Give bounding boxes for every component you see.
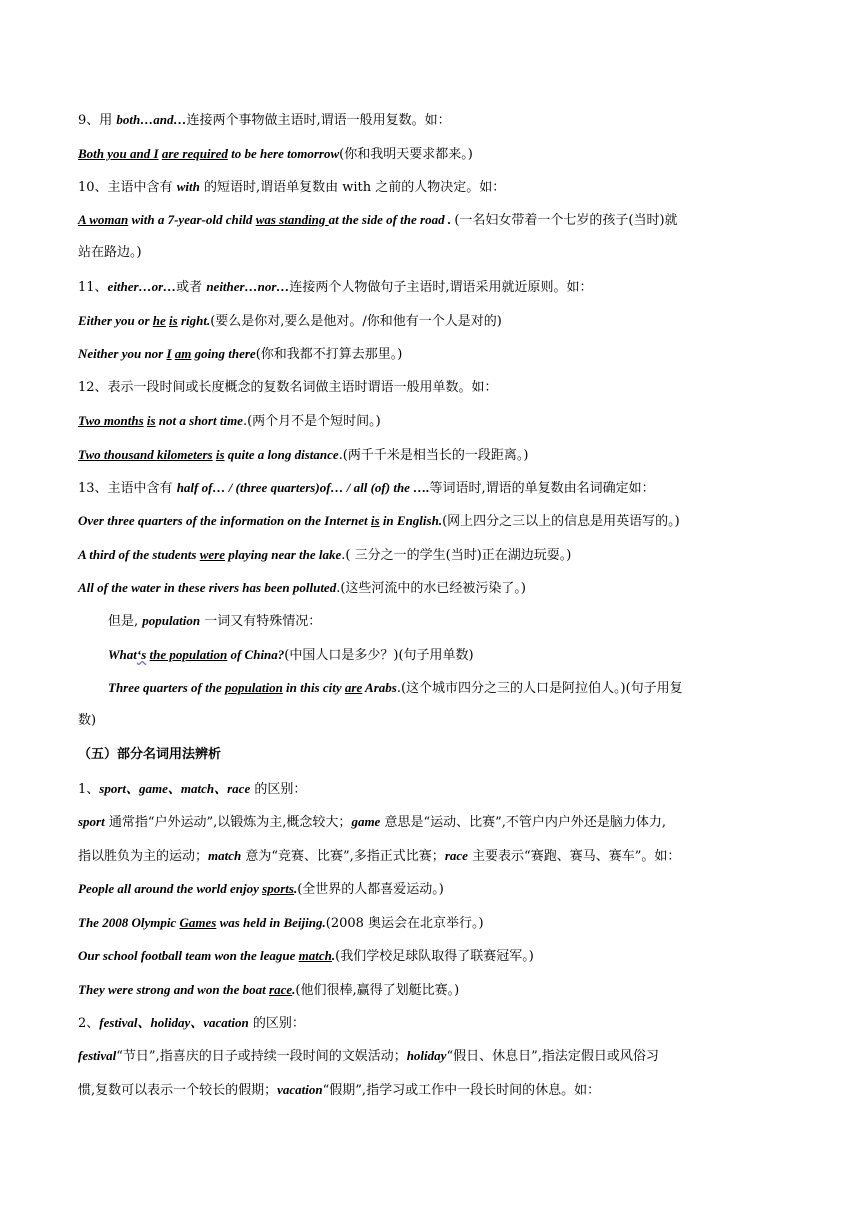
rule-9: 9、用 both…and…连接两个事物做主语时,谓语一般用复数。如： xyxy=(78,112,451,128)
item-1-explain-b: 指以胜负为主的运动；match 意为“竞赛、比赛”,多指正式比赛；race 主要表示“赛跑、赛马、赛车”。如： xyxy=(78,848,681,864)
example-10: A woman with a 7-year-old child was standing at the side of the road . (一名妇女带着一个七岁的孩子(当时)就 xyxy=(78,212,678,228)
example-13a: Over three quarters of the information on the Internet is in English.(网上四分之三以上的信息是用英语写的。) xyxy=(78,513,680,529)
item-2-title: 2、festival、holiday、vacation 的区别： xyxy=(78,1015,305,1031)
rule-10: 10、主语中含有 with 的短语时,谓语单复数由 with 之前的人物决定。如： xyxy=(78,179,506,195)
item-1-example-1: People all around the world enjoy sports.(全世界的人都喜爱运动。) xyxy=(78,881,444,897)
example-12b: Two thousand kilometers is quite a long distance.(两千千米是相当长的一段距离。) xyxy=(78,447,529,463)
example-12a: Two months is not a short time.(两个月不是个短时间。) xyxy=(78,413,381,429)
example-9: Both you and I are required to be here tomorrow(你和我明天要求都来。) xyxy=(78,146,473,162)
item-1-title: 1、sport、game、match、race 的区别： xyxy=(78,781,307,797)
example-10-cont: 站在路边。) xyxy=(78,245,142,260)
population-example-2: Three quarters of the population in this city are Arabs.(这个城市四分之三的人口是阿拉伯人。)(句子用复 xyxy=(108,680,683,696)
rule-11: 11、either…or…或者 neither…nor…连接两个人物做句子主语时,谓语采用就近原则。如： xyxy=(78,279,593,295)
item-1-example-2: The 2008 Olympic Games was held in Beijing.(2008 奥运会在北京举行。) xyxy=(78,915,484,931)
item-1-explain-a: sport 通常指“户外运动”,以锻炼为主,概念较大；game 意思是“运动、比赛”,不管户内户外还是脑力体力, xyxy=(78,814,667,830)
population-example-1: What‘s the population of China?(中国人口是多少？)(句子用单数) xyxy=(108,647,474,663)
item-1-example-4: They were strong and won the boat race.(他们很棒,赢得了划艇比赛。) xyxy=(78,982,460,998)
example-13c: All of the water in these rivers has been polluted.(这些河流中的水已经被污染了。) xyxy=(78,580,526,596)
example-13b: A third of the students were playing near the lake.( 三分之一的学生(当时)正在湖边玩耍。) xyxy=(78,547,572,563)
rule-13: 13、主语中含有 half of… / (three quarters)of… / all (of) the ….等词语时,谓语的单复数由名词确定如： xyxy=(78,480,655,496)
rule-12: 12、表示一段时间或长度概念的复数名词做主语时谓语一般用单数。如： xyxy=(78,380,498,395)
example-11a: Either you or he is right.(要么是你对,要么是他对。/你和他有一个人是对的) xyxy=(78,313,502,329)
item-1-example-3: Our school football team won the league match.(我们学校足球队取得了联赛冠军。) xyxy=(78,948,534,964)
population-note: 但是, population 一词又有特殊情况： xyxy=(108,613,322,629)
population-example-2-cont: 数) xyxy=(78,713,97,728)
section-5-heading: （五）部分名词用法辨析 xyxy=(78,747,222,762)
example-11b: Neither you nor I am going there(你和我都不打算去那里。) xyxy=(78,346,403,362)
item-2-explain-b: 惯,复数可以表示一个较长的假期；vacation“假期”,指学习或工作中一段长时间的休息。如： xyxy=(78,1082,601,1098)
item-2-explain-a: festival“节日”,指喜庆的日子或持续一段时间的文娱活动；holiday“假日、休息日”,指法定假日或风俗习 xyxy=(78,1048,659,1064)
